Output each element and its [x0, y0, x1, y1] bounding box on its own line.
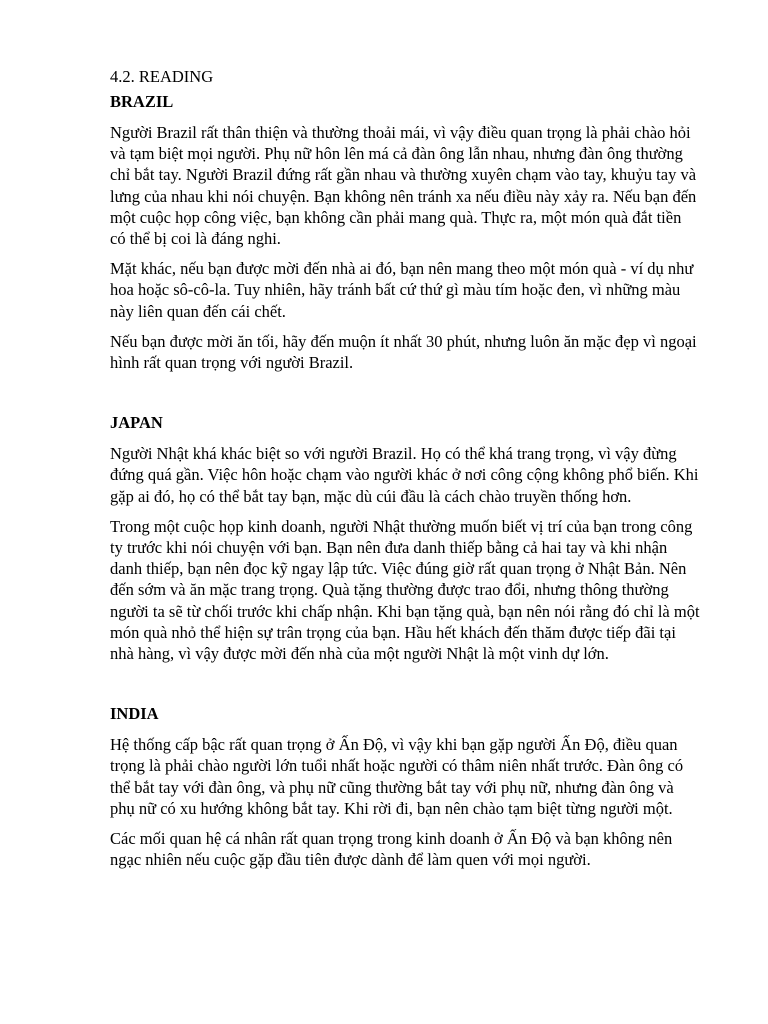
section-title-india: INDIA: [110, 704, 159, 724]
document-heading: 4.2. READING: [110, 67, 214, 86]
paragraph-japan-2: Trong một cuộc họp kinh doanh, người Nhật thường muốn biết vị trí của bạn trong công ty trước khi nói chuyện với bạn. Bạn nên đưa danh thiếp bằng cả hai tay và khi nhận danh thiếp, bạn nên đọc kỹ ngay lập tức. Việc đúng giờ rất quan trọng ở Nhật Bản. Nên đến sớm và ăn mặc trang trọng. Quà tặng thường được trao đổi, nhưng thông thường người ta sẽ từ chối trước khi chấp nhận. Khi bạn tặng quà, bạn nên nói rằng đó chỉ là một món quà nhỏ thể hiện sự trân trọng của bạn. Hầu hết khách đến thăm được tiếp đãi tại nhà hàng, vì vậy được mời đến nhà của một người Nhật là một vinh dự lớn.: [110, 516, 700, 664]
paragraph-brazil-1: Người Brazil rất thân thiện và thường thoải mái, vì vậy điều quan trọng là phải chào hỏi và tạm biệt mọi người. Phụ nữ hôn lên má cả đàn ông lẫn nhau, nhưng đàn ông thường chỉ bắt tay. Người Brazil đứng rất gần nhau và thường xuyên chạm vào tay, khuỷu tay và lưng của nhau khi nói chuyện. Bạn không nên tránh xa nếu điều này xảy ra. Nếu bạn đến một cuộc họp công việc, bạn không cần phải mang quà. Thực ra, một món quà đắt tiền có thể bị coi là đáng nghi.: [110, 123, 697, 249]
paragraph-india-1: Hệ thống cấp bậc rất quan trọng ở Ấn Độ, vì vậy khi bạn gặp người Ấn Độ, điều quan trọng là phải chào người lớn tuổi nhất hoặc người có thâm niên nhất trước. Đàn ông có thể bắt tay với đàn ông, và phụ nữ cũng thường bắt tay với phụ nữ, nhưng đàn ông và phụ nữ có xu hướng không bắt tay. Khi rời đi, bạn nên chào tạm biệt từng người một.: [110, 735, 684, 818]
paragraph-japan-1: Người Nhật khá khác biệt so với người Brazil. Họ có thể khá trang trọng, vì vậy đừng đứng quá gần. Việc hôn hoặc chạm vào người khác ở nơi công cộng không phổ biến. Khi gặp ai đó, họ có thể bắt tay bạn, mặc dù cúi đầu là cách chào truyền thống hơn.: [110, 444, 699, 506]
section-title-brazil: BRAZIL: [110, 92, 174, 111]
paragraph-brazil-3: Nếu bạn được mời ăn tối, hãy đến muộn ít nhất 30 phút, nhưng luôn ăn mặc đẹp vì ngoại hình rất quan trọng với người Brazil.: [110, 331, 697, 373]
section-title-japan: JAPAN: [110, 413, 163, 433]
document-page: [110, 66, 700, 870]
paragraph-india-2: Các mối quan hệ cá nhân rất quan trọng trong kinh doanh ở Ấn Độ và bạn không nên ngạc nhiên nếu cuộc gặp đầu tiên được dành để làm quen với mọi người.: [110, 829, 673, 870]
paragraph-brazil-2: Mặt khác, nếu bạn được mời đến nhà ai đó, bạn nên mang theo một món quà - ví dụ như hoa hoặc sô-cô-la. Tuy nhiên, hãy tránh bất cứ thứ gì màu tím hoặc đen, vì những màu này liên quan đến cái chết.: [110, 259, 694, 321]
